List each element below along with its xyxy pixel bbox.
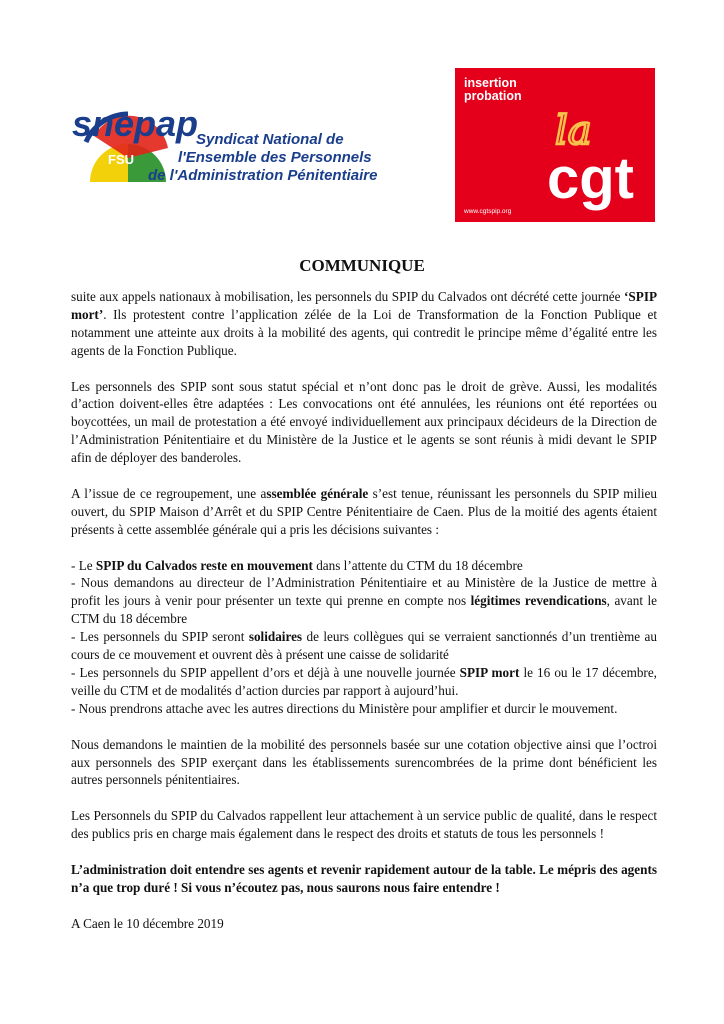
- conclusion-emphasis: L’administration doit entendre ses agents et revenir rapidement autour de la table. Le mépris des agents n’a que trop duré ! Si vous n’écoutez pas, nous saurons nous faire entendre !: [71, 861, 657, 895]
- decision-1-a: - Le: [71, 557, 96, 573]
- cgt-tagline-line-2: probation: [464, 89, 522, 103]
- cgt-logo: [455, 68, 655, 222]
- spip-mort-emphasis: ‘SPIP mort’: [71, 289, 657, 322]
- decision-item: [71, 664, 657, 700]
- decision-item: - Nous prendrons attache avec les autres directions du Ministère pour amplifier et durcir le mouvement.: [71, 700, 618, 716]
- decision-4-emphasis: SPIP mort: [459, 664, 520, 680]
- decision-item: [71, 574, 657, 628]
- document-title: COMMUNIQUE: [299, 256, 425, 275]
- paragraph-public-service: Les Personnels du SPIP du Calvados rappellent leur attachement à un service public de qualité, dans le respect des publics pris en charge mais également dans le respect des droits et statuts de tous les personnels !: [71, 808, 657, 842]
- cgt-wordmark-graphic: [455, 68, 655, 222]
- paragraph-actions: Les personnels des SPIP sont sous statut spécial et n’ont donc pas le droit de grève. Aussi, les modalités d’action doivent-elles être adaptées : Les convocations ont été annulées, les réunions ont été reportées ou boycottées, un mail de protestation a été envoyé individuellement aux principaux décideurs de la Direction de l’Administration Pénitentiaire et du Ministère de la Justice et le agents se sont réunis à midi devant le SPIP afin de déployer des banderoles.: [71, 378, 657, 466]
- paragraph-mobility: Nous demandons le maintien de la mobilité des personnels basée sur une cotation objective ainsi que l’octroi aux personnels des SPIP exerçant dans les établissements surencombrées de la prime dont bénéficient les autres personnels pénitentiaires.: [71, 736, 657, 788]
- snepap-logo: [68, 78, 378, 190]
- paragraph-intro: [71, 288, 657, 360]
- paragraph-intro-c: . Ils protestent contre l’application zélée de la Loi de Transformation de la Fonction Publique et notamment une atteinte aux droits à la mobilité des agents, qui contredit le principe même d’égalité entre les agents de la Fonction Publique.: [71, 306, 657, 358]
- decision-2-emphasis: légitimes revendications: [470, 593, 607, 609]
- paragraph-assembly-a: A l’issue de ce regroupement, une a: [71, 485, 267, 501]
- snepap-wordmark: snepap: [72, 103, 199, 144]
- fsu-label: FSU: [108, 152, 134, 167]
- decision-2-a: - Nous demandons au directeur de l’Administration Pénitentiaire et au Ministère de la Justice de mettre à profit les jours à venir pour présenter un texte qui prenne en compte nos: [71, 575, 657, 609]
- decision-item: [71, 628, 657, 664]
- decision-3-c: de leurs collègues qui se verraient sanctionnés d’un trentième au cours de ce mouvement et ouvrent dès à présent une caisse de solidarité: [71, 629, 657, 663]
- paragraph-assembly: [71, 485, 657, 539]
- paragraph-intro-a: suite aux appels nationaux à mobilisation, les personnels du SPIP du Calvados ont décrété cette journée: [71, 289, 625, 304]
- cgt-tagline-line-1: insertion: [464, 76, 517, 90]
- decision-1-emphasis: SPIP du Calvados reste en mouvement: [95, 557, 313, 573]
- snepap-logo-graphic: [68, 78, 378, 190]
- document-date: A Caen le 10 décembre 2019: [71, 915, 224, 931]
- decision-4-a: - Les personnels du SPIP appellent d’ors et déjà à une nouvelle journée: [71, 664, 460, 680]
- decision-1-c: dans l’attente du CTM du 18 décembre: [312, 557, 523, 573]
- assembly-emphasis: ssemblée générale: [266, 485, 369, 501]
- decision-3-emphasis: solidaires: [248, 629, 303, 645]
- cgt-url: www.cgtspip.org: [464, 208, 512, 215]
- snepap-line-3: de l'Administration Pénitentiaire: [148, 167, 378, 184]
- snepap-line-1: Syndicat National de: [196, 131, 344, 148]
- decision-2-c: , avant le CTM du 18 décembre: [71, 593, 657, 627]
- paragraph-conclusion: [71, 861, 657, 897]
- decision-3-a: - Les personnels du SPIP seront: [71, 629, 249, 645]
- decision-item: [71, 557, 657, 575]
- cgt-la-script: la: [555, 108, 592, 154]
- decision-4-c: le 16 ou le 17 décembre, veille du CTM et de modalités d’action durcies par rapport à aujourd’hui.: [71, 664, 657, 698]
- snepap-line-2: l'Ensemble des Personnels: [178, 149, 372, 166]
- cgt-wordmark: cgt: [547, 146, 634, 211]
- document-body: [71, 288, 657, 950]
- paragraph-assembly-c: s’est tenue, réunissant les personnels du SPIP milieu ouvert, du SPIP Maison d’Arrêt et du SPIP Centre Pénitentiaire de Caen. Plus de la moitié des agents étaient présents à cette assemblée générale qui a pris les décisions suivantes :: [71, 485, 658, 537]
